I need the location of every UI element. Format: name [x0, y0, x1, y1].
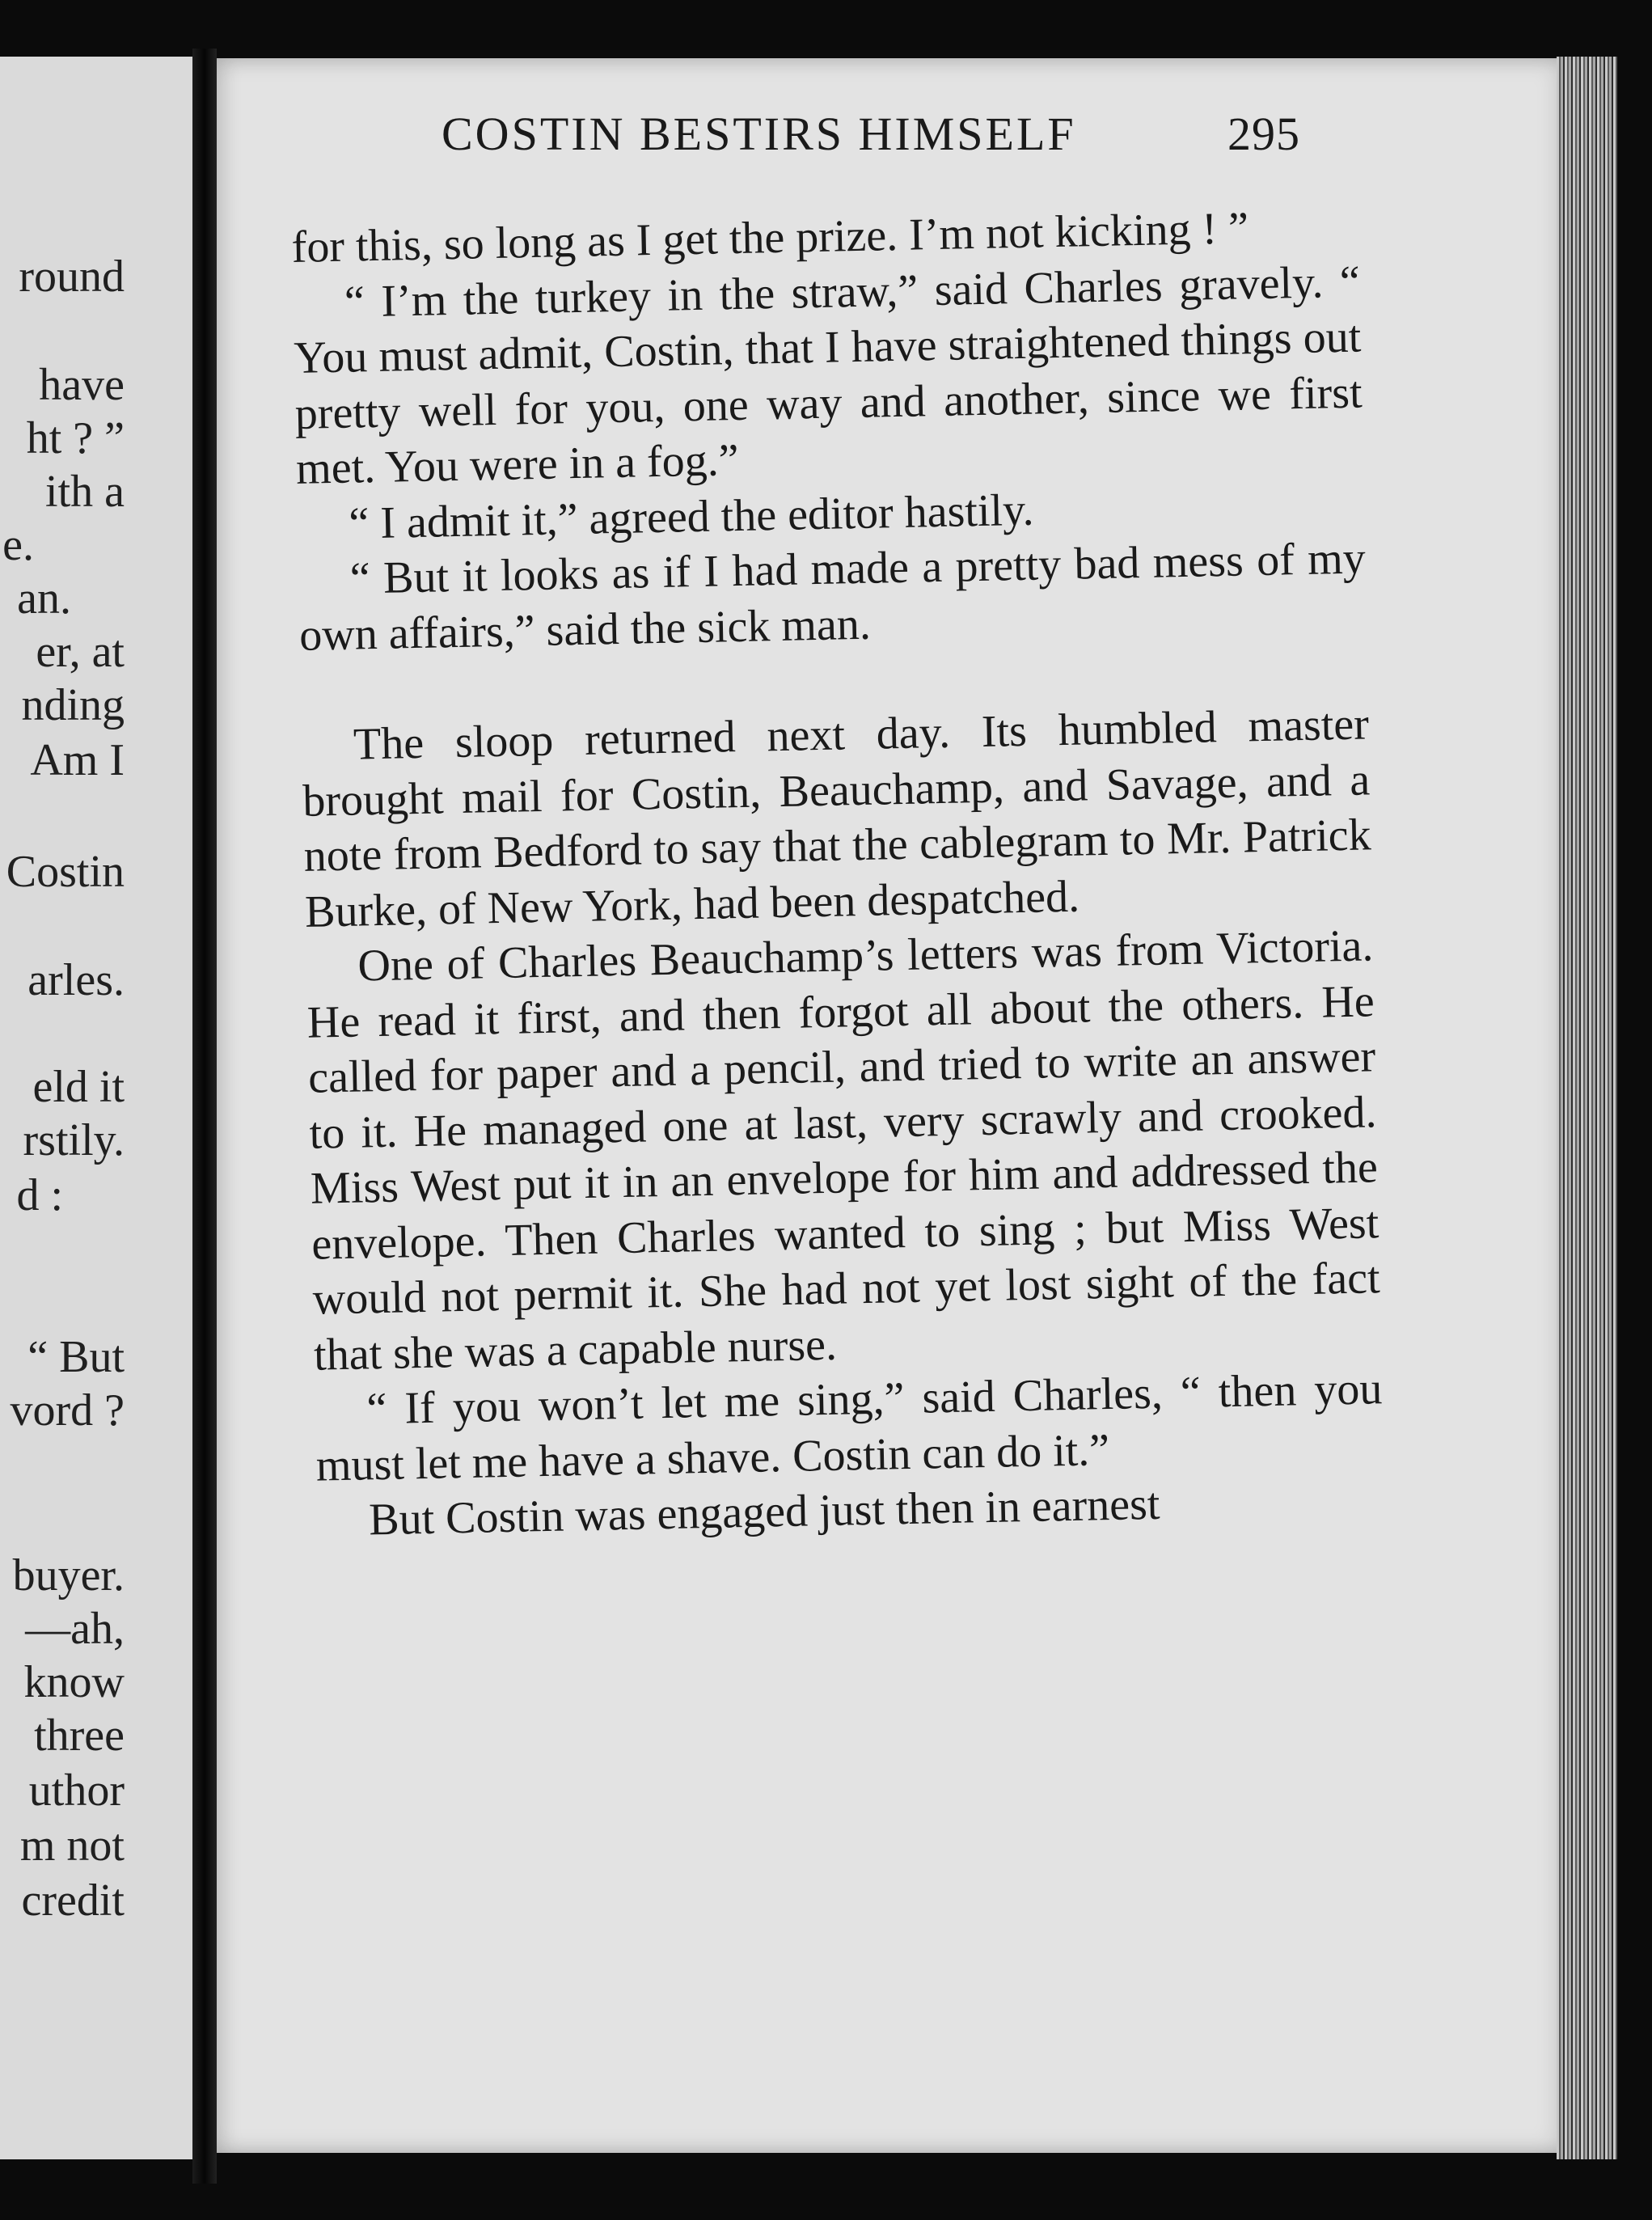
paragraph: “ I’m the turkey in the straw,” said Charles gravely. “ You must admit, Costin, that I have straightened things out pretty well for you, one way and another, since we first met. You were in a fog.” [293, 256, 1363, 494]
left-fragment: know [23, 1657, 125, 1707]
paragraph: for this, so long as I get the prize. I’m not kicking ! ” [291, 203, 1249, 273]
left-fragment: three [34, 1710, 125, 1761]
paragraph: “ But it looks as if I had made a pretty bad mess of my own affairs,” said the sick man. [298, 533, 1367, 661]
left-fragment: nding [21, 680, 125, 730]
page-number: 295 [1227, 108, 1300, 160]
left-fragment: vord ? [10, 1385, 125, 1436]
left-fragment: ith a [45, 467, 125, 517]
paragraph: “ If you won’t let me sing,” said Charles, “ then you must let me have a shave. Costin can do it.” [315, 1364, 1383, 1491]
paragraph: But Costin was engaged just then in earnest [368, 1478, 1160, 1546]
left-fragment: an. [17, 573, 71, 624]
left-fragment: ht ? ” [26, 413, 125, 463]
page-edges [1557, 57, 1617, 2159]
left-fragment: Am I [30, 735, 125, 785]
paragraph: One of Charles Beauchamp’s letters was from Victoria. He read it first, and then forgot all about the others. He called for paper and a pencil, and tried to write an answer to it. He managed one at last, very scrawly and crooked. Miss West put it in an envelope for him and addressed the envelope. Then Charles wanted to sing ; but Miss West would not permit it. She had not yet lost sight of the fact that she was a capable nurse. [306, 920, 1381, 1381]
left-fragment: Costin [6, 847, 125, 897]
paragraph: “ I admit it,” agreed the editor hastily. [348, 484, 1034, 549]
left-fragment: have [39, 360, 125, 410]
left-fragment: uthor [28, 1765, 125, 1816]
left-fragment: d : [16, 1170, 63, 1220]
left-fragment: rstily. [23, 1115, 125, 1165]
body-text [291, 199, 1385, 1550]
left-fragment: eld it [32, 1062, 125, 1112]
left-fragment: buyer. [12, 1550, 125, 1601]
left-fragment: er, at [36, 627, 125, 677]
book-gutter [192, 49, 217, 2184]
left-fragment: m not [19, 1820, 125, 1871]
left-fragment: —ah, [25, 1604, 125, 1654]
paragraph: The sloop returned next day. Its humbled master brought mail for Costin, Beauchamp, and Savage, and a note from Bedford to say that the cablegram to Mr. Patrick Burke, of New York, had been despatched. [302, 699, 1372, 937]
left-fragment: credit [21, 1875, 125, 1926]
left-fragment: e. [2, 520, 34, 570]
left-fragment: arles. [27, 955, 125, 1005]
left-fragment: round [19, 252, 125, 302]
left-fragment: “ But [27, 1332, 125, 1382]
running-title: COSTIN BESTIRS HIMSELF [442, 108, 1076, 160]
left-facing-page [0, 57, 192, 2159]
